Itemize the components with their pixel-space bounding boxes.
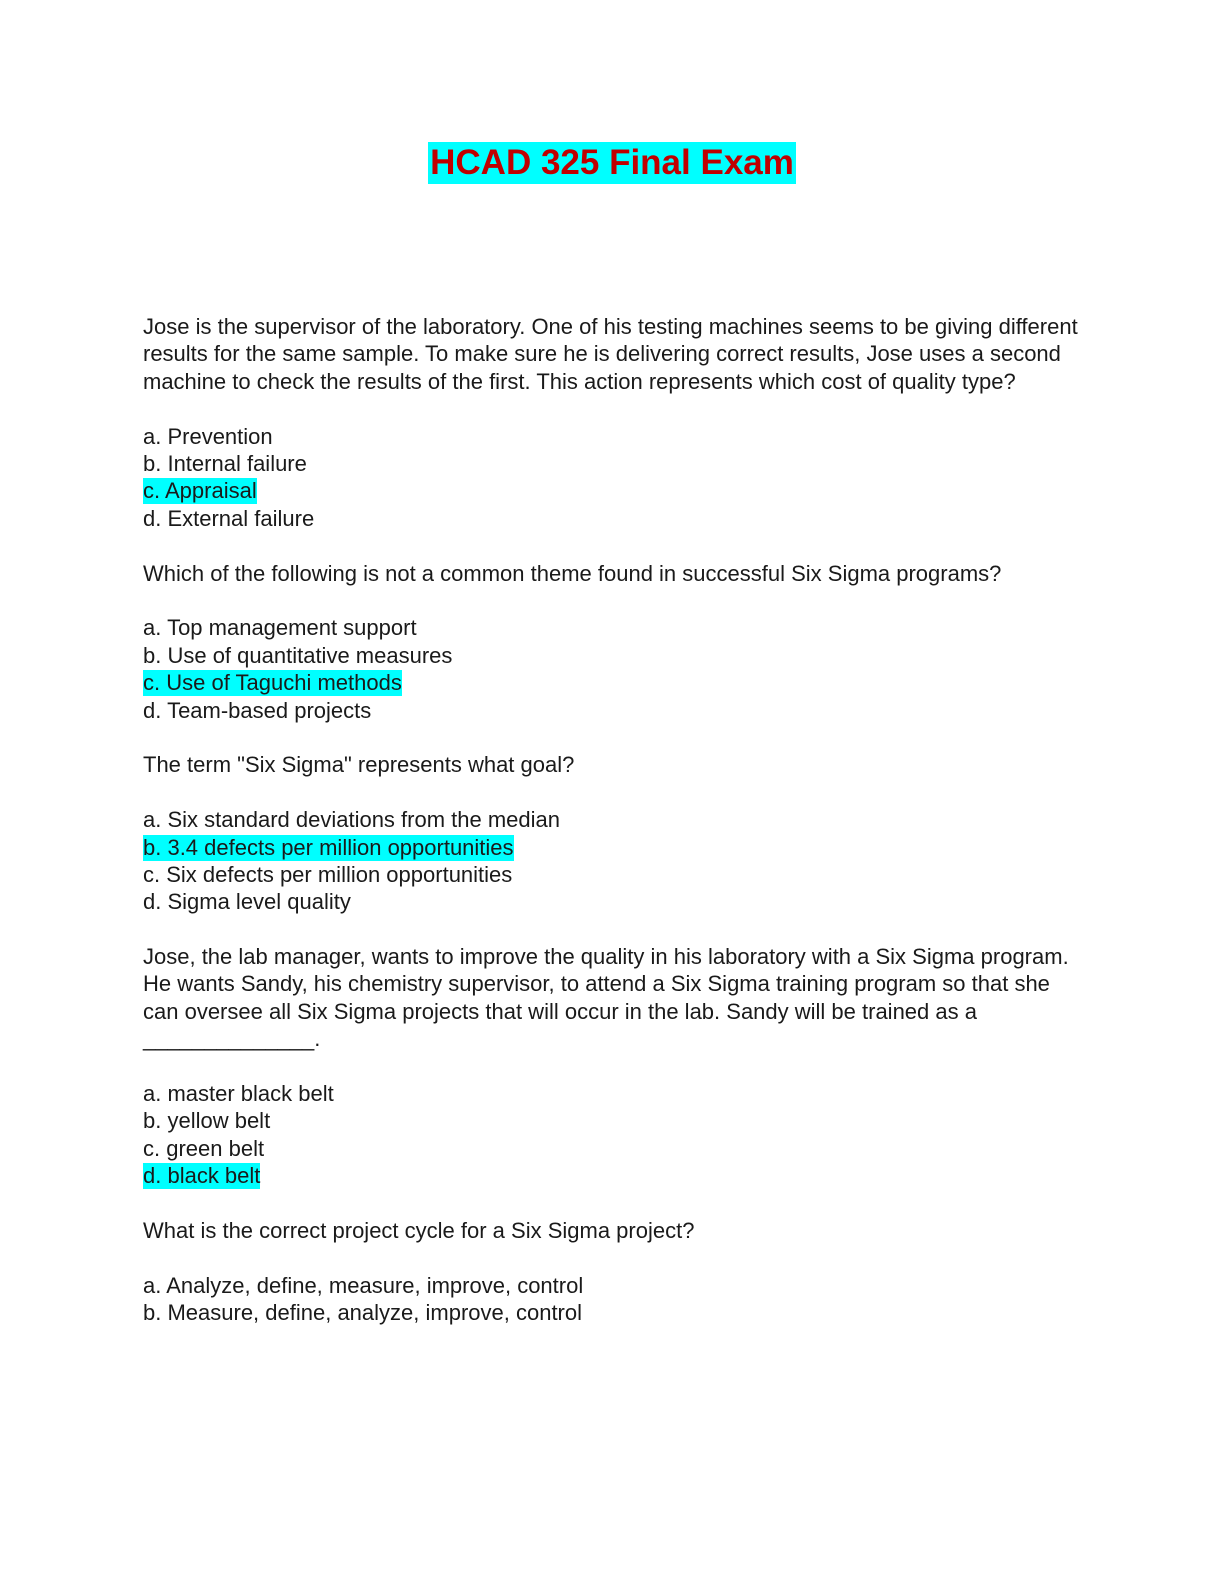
question-block-1 bbox=[143, 313, 1083, 532]
answer-options bbox=[143, 806, 1083, 916]
question-block-3 bbox=[143, 751, 1083, 915]
answer-option bbox=[143, 861, 1083, 888]
answer-option bbox=[143, 669, 1083, 696]
question-block-4 bbox=[143, 943, 1083, 1190]
question-block-2 bbox=[143, 560, 1083, 724]
answer-option bbox=[143, 614, 1083, 641]
answer-options bbox=[143, 614, 1083, 724]
answer-option bbox=[143, 1162, 1083, 1189]
answer-option-label: d. Sigma level quality bbox=[143, 889, 351, 915]
answer-option-label: b. Internal failure bbox=[143, 451, 307, 476]
answer-option-label: c. Six defects per million opportunities bbox=[143, 861, 513, 887]
answer-option-label: b. Use of quantitative measures bbox=[143, 642, 453, 668]
answer-option-label: c. green belt bbox=[143, 1135, 265, 1161]
answer-option bbox=[143, 642, 1083, 669]
answer-option bbox=[143, 806, 1083, 833]
answer-option-label: d. External failure bbox=[143, 505, 315, 531]
question-text: Jose, the lab manager, wants to improve the quality in his laboratory with a Six Sigma program. He wants Sandy, his chemistry supervisor, to attend a Six Sigma training program so that she can oversee all Six Sigma projects that will occur in the lab. Sandy will be trained as a ______________. bbox=[143, 944, 1069, 1052]
answer-option-label: a. Analyze, define, measure, improve, control bbox=[143, 1272, 584, 1298]
answer-option bbox=[143, 697, 1083, 724]
answer-option-highlighted: d. black belt bbox=[143, 1163, 261, 1189]
answer-option bbox=[143, 1107, 1083, 1134]
answer-option bbox=[143, 1080, 1083, 1107]
exam-content bbox=[143, 313, 1083, 1354]
answer-options bbox=[143, 423, 1083, 533]
question-text: The term "Six Sigma" represents what goal? bbox=[143, 752, 575, 778]
question-text: Jose is the supervisor of the laboratory. One of his testing machines seems to be giving different results for the same sample. To make sure he is delivering correct results, Jose uses a second machine to check the results of the first. This action represents which cost of quality type? bbox=[143, 314, 1078, 394]
answer-option bbox=[143, 1272, 1083, 1299]
answer-option bbox=[143, 834, 1083, 861]
answer-option bbox=[143, 505, 1083, 532]
title-container bbox=[0, 142, 1224, 184]
answer-option-highlighted: c. Use of Taguchi methods bbox=[143, 670, 402, 696]
answer-option bbox=[143, 423, 1083, 450]
question-text: What is the correct project cycle for a Six Sigma project? bbox=[143, 1218, 695, 1244]
answer-option-label: a. Six standard deviations from the median bbox=[143, 807, 561, 833]
answer-option-label: b. Measure, define, analyze, improve, control bbox=[143, 1300, 583, 1326]
answer-option-highlighted: c. Appraisal bbox=[143, 478, 257, 504]
answer-option bbox=[143, 450, 1083, 477]
answer-option bbox=[143, 888, 1083, 915]
question-block-5 bbox=[143, 1217, 1083, 1327]
answer-options bbox=[143, 1272, 1083, 1327]
answer-option-label: a. Prevention bbox=[143, 423, 273, 449]
answer-option bbox=[143, 1299, 1083, 1326]
page-title: HCAD 325 Final Exam bbox=[430, 143, 794, 182]
answer-option bbox=[143, 1135, 1083, 1162]
answer-option-label: a. master black belt bbox=[143, 1081, 334, 1107]
answer-option-label: a. Top management support bbox=[143, 615, 417, 641]
answer-option-highlighted: b. 3.4 defects per million opportunities bbox=[143, 834, 514, 860]
answer-option-label: b. yellow belt bbox=[143, 1108, 271, 1134]
answer-option-label: d. Team-based projects bbox=[143, 697, 372, 723]
question-text: Which of the following is not a common theme found in successful Six Sigma programs? bbox=[143, 560, 1002, 586]
answer-option bbox=[143, 477, 1083, 504]
answer-options bbox=[143, 1080, 1083, 1190]
